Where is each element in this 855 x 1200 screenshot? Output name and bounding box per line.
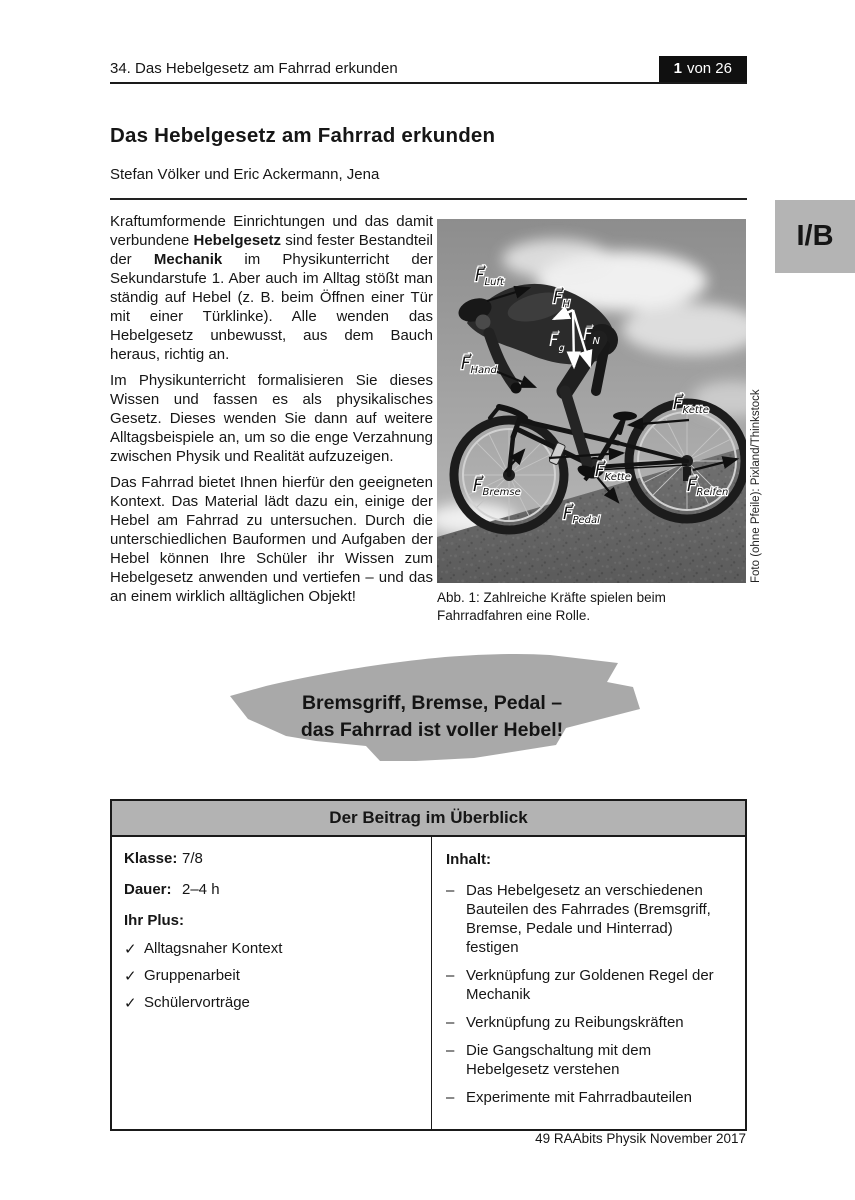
article-paragraph-2: Im Physikunterricht formalisieren Sie dieses Wissen und fassen es als physikalisches Gesetz. Dieses wenden Sie dann auf weitere Alltagsbeispiele an, um so die enge Verzahnung zwischen Physik und Realität aufzuzeigen.	[110, 372, 433, 465]
intro-text-column	[110, 212, 433, 613]
page-count: von 26	[686, 60, 732, 77]
force-label-hand: $F⃗_{Hand}$	[461, 354, 497, 376]
page-number-badge	[659, 56, 747, 82]
banner-line-1: Bremsgriff, Bremse, Pedal –	[301, 692, 563, 714]
page-title: Das Hebelgesetz am Fahrrad erkunden	[110, 124, 496, 147]
footer-imprint: 49 RAAbits Physik November 2017	[535, 1131, 746, 1146]
dash-marker: –	[446, 1089, 455, 1106]
running-header-title: 34. Das Hebelgesetz am Fahrrad erkunden	[110, 60, 398, 77]
label-inhalt: Inhalt:	[446, 851, 491, 868]
figure-caption: Abb. 1: Zahlreiche Kräfte spielen beim Fahrradfahren eine Rolle.	[437, 590, 666, 623]
dash-marker: –	[446, 967, 455, 984]
value-klasse: 7/8	[182, 850, 203, 867]
overview-right-cell	[432, 837, 745, 1129]
headline-banner	[220, 652, 645, 774]
dash-marker: –	[446, 1042, 455, 1059]
header-rule	[110, 82, 747, 84]
plus-item	[124, 994, 415, 1012]
row-dauer	[124, 881, 415, 898]
force-label-kette-lower: $F⃗_{Kette}$	[595, 461, 631, 483]
overview-table-body	[112, 837, 745, 1129]
label-klasse: Klasse:	[124, 850, 178, 867]
plus-item	[124, 967, 415, 985]
force-label-bremse: $F⃗_{Bremse}$	[473, 476, 521, 498]
inhalt-item-text: Verknüpfung zu Reibungskräften	[466, 1014, 684, 1031]
page-number: 1	[673, 60, 682, 77]
overview-left-cell	[112, 837, 432, 1129]
force-label-pedal: $F⃗_{Pedal}$	[563, 504, 600, 526]
inhalt-item	[446, 1088, 729, 1107]
arrow-g	[573, 310, 574, 367]
inhalt-item	[446, 1041, 729, 1079]
overview-table	[110, 799, 747, 1131]
check-icon: ✓	[124, 941, 137, 958]
force-label-g: $F⃗_g$	[549, 331, 565, 354]
article-paragraph-3: Das Fahrrad bietet Ihnen hierfür den geeigneten Kontext. Das Material lädt dazu ein, einige der Hebel am Fahrrad zu untersuchen. Durch die unterschiedlichen Bauformen und Aufgaben der Hebel können Ihre Schüler ihr Wissen zum Hebelgesetz anwenden und vertiefen – und das an einem wirklich alltäglichen Objekt!	[110, 474, 433, 605]
force-label-luft: $F⃗_{Luft}$	[475, 266, 504, 288]
check-icon: ✓	[124, 968, 137, 985]
force-label-kette-upper: $F⃗_{Kette}$	[673, 394, 709, 416]
plus-item	[124, 940, 415, 958]
plus-item-text: Gruppenarbeit	[144, 967, 240, 984]
p1-text-2: sind fester Bestandteil der	[110, 232, 433, 268]
plus-item-text: Alltagsnaher Kontext	[144, 940, 283, 957]
inhalt-item-text: Das Hebelgesetz an verschiedenen Bauteilen des Fahrrades (Bremsgriff, Bremse, Pedale und Hinterrad) festigen	[466, 882, 711, 956]
label-dauer: Dauer:	[124, 881, 172, 898]
label-ihr-plus: Ihr Plus:	[124, 912, 185, 929]
force-label-h: $F⃗_H$	[553, 288, 571, 310]
force-label-reifen: $F⃗_{Reifen}$	[687, 476, 729, 498]
plus-item-text: Schülervorträge	[144, 994, 250, 1011]
section-tab: I/B	[775, 200, 855, 273]
p1-text-1: Kraftumformende Einrichtungen und das damit verbundene	[110, 213, 433, 249]
inhalt-item-text: Experimente mit Fahrradbauteilen	[466, 1089, 692, 1106]
inhalt-item	[446, 881, 729, 957]
p1-bold-mechanik: Mechanik	[153, 251, 223, 268]
inhalt-item	[446, 966, 729, 1004]
title-rule	[110, 198, 747, 200]
p1-bold-hebelgesetz: Hebelgesetz	[193, 232, 282, 249]
overview-table-title: Der Beitrag im Überblick	[112, 801, 745, 837]
bicycle-forces-photo	[437, 219, 746, 583]
check-icon: ✓	[124, 995, 137, 1012]
inhalt-item	[446, 1013, 729, 1032]
photo-credit: Foto (ohne Pfeile): Pixland/Thinkstock	[750, 389, 762, 583]
row-klasse	[124, 850, 415, 867]
inhalt-item-text: Verknüpfung zur Goldenen Regel der Mechanik	[466, 967, 714, 1003]
dash-marker: –	[446, 1014, 455, 1031]
article-paragraph-1	[110, 212, 433, 364]
force-label-n: $F⃗_N$	[583, 325, 600, 347]
dash-marker: –	[446, 882, 455, 899]
p1-text-3: im Physikunterricht der Sekundarstufe 1. Aber auch im Alltag stößt man ständig auf Hebel (z. B. beim Öffnen einer Tür mit einer Türklinke). Alle wenden das Hebelgesetz unbewusst, aus dem Bauch heraus, richtig an.	[110, 251, 433, 363]
authors-line: Stefan Völker und Eric Ackermann, Jena	[110, 166, 380, 183]
banner-line-2: das Fahrrad ist voller Hebel!	[300, 719, 564, 741]
inhalt-item-text: Die Gangschaltung mit dem Hebelgesetz verstehen	[466, 1042, 652, 1078]
value-dauer: 2–4 h	[182, 881, 220, 898]
